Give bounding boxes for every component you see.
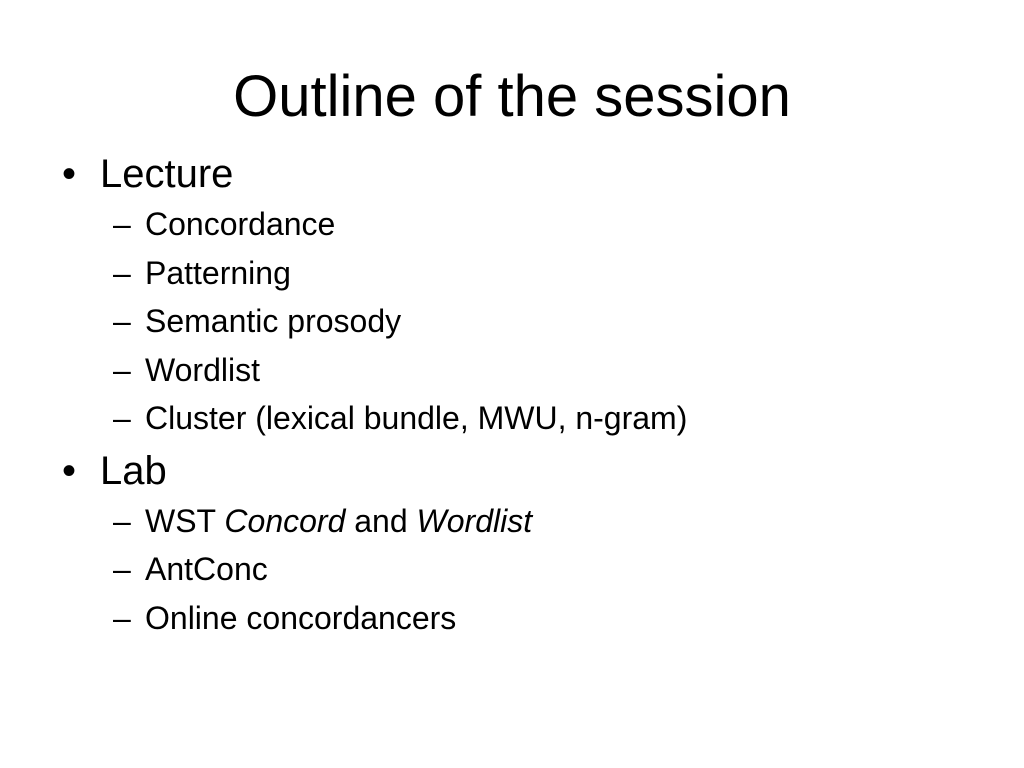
- section-label: Lab: [100, 448, 167, 493]
- section-lab: [62, 447, 962, 501]
- list-item: [62, 301, 962, 350]
- dash-icon: –: [113, 400, 131, 436]
- list-item: [62, 398, 962, 447]
- text-run: WST: [145, 502, 225, 539]
- dash-icon: –: [113, 502, 131, 539]
- dash-icon: –: [113, 551, 131, 587]
- section-lecture: [62, 150, 962, 204]
- list-item-label: Online concordancers: [145, 599, 457, 636]
- text-run-italic: Concord: [224, 502, 346, 539]
- list-item-label: Semantic prosody: [145, 303, 402, 339]
- list-item: [62, 549, 962, 598]
- text-run-italic: Wordlist: [416, 502, 533, 539]
- list-item: [62, 598, 962, 647]
- list-item-label: [145, 501, 532, 541]
- dash-icon: –: [113, 599, 131, 636]
- dash-icon: –: [113, 254, 131, 291]
- list-item: [62, 350, 962, 399]
- list-item-label: Patterning: [145, 254, 291, 291]
- list-item-label: Wordlist: [145, 351, 260, 388]
- list-item: [62, 501, 962, 550]
- text-run: and: [345, 502, 417, 539]
- dash-icon: –: [113, 351, 131, 388]
- dash-icon: –: [113, 303, 131, 339]
- slide-body: [62, 150, 962, 646]
- slide-title: Outline of the session: [233, 64, 791, 129]
- list-item-label: Cluster (lexical bundle, MWU, n-gram): [145, 400, 688, 436]
- list-item: [62, 204, 962, 253]
- list-item-label: AntConc: [145, 551, 268, 587]
- section-label: Lecture: [100, 152, 234, 196]
- bullet-icon: •: [62, 152, 77, 196]
- dash-icon: –: [113, 206, 131, 242]
- list-item: [62, 253, 962, 302]
- list-item-label: Concordance: [145, 206, 336, 242]
- bullet-icon: •: [62, 448, 77, 493]
